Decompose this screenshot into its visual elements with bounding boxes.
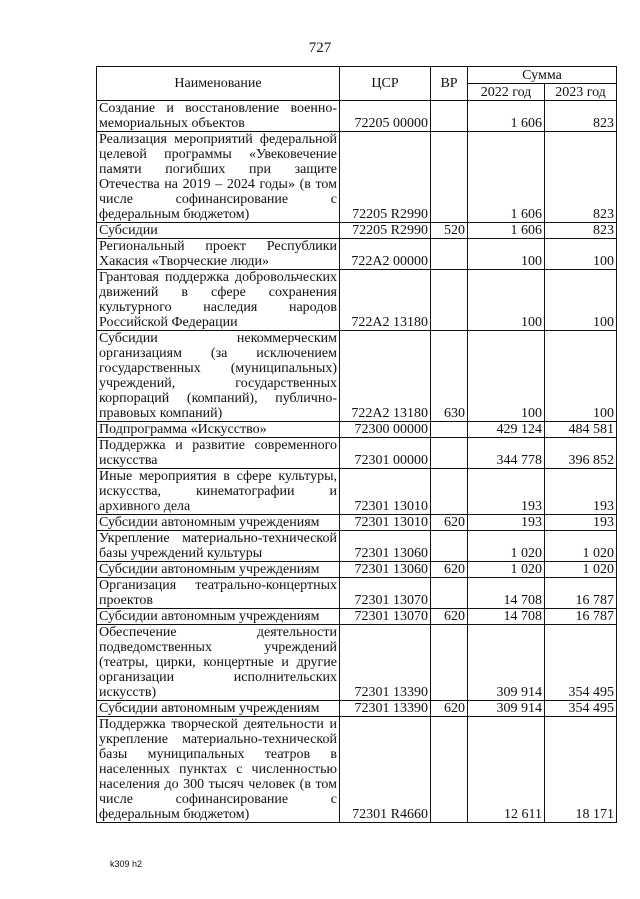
- row-name: Реализация мероприятий федеральной целевой программы «Увековечение памяти погибших при защите Отечества на 2019 – 2024 годы» (в том числе софинансирование с федеральным бюджетом): [97, 132, 340, 223]
- row-name: Региональный проект Республики Хакасия «Творческие люди»: [97, 239, 340, 270]
- row-csr: 72205 R2990: [340, 223, 431, 239]
- row-name: Субсидии автономным учреждениям: [97, 609, 340, 625]
- row-name: Иные мероприятия в сфере культуры, искусства, кинематографии и архивного дела: [97, 469, 340, 515]
- row-amount-2022: 193: [468, 469, 545, 515]
- header-sum: Сумма: [468, 67, 617, 84]
- table-row: [97, 531, 617, 562]
- row-vr: 620: [431, 701, 468, 717]
- row-amount-2023: 193: [545, 515, 617, 531]
- row-csr: 722A2 00000: [340, 239, 431, 270]
- row-amount-2022: 12 611: [468, 717, 545, 823]
- row-vr: [431, 270, 468, 331]
- table-row: [97, 562, 617, 578]
- table-row: [97, 515, 617, 531]
- row-vr: [431, 717, 468, 823]
- row-amount-2022: 14 708: [468, 578, 545, 609]
- row-name: Субсидии автономным учреждениям: [97, 515, 340, 531]
- row-amount-2023: 100: [545, 331, 617, 422]
- row-csr: 72301 13060: [340, 531, 431, 562]
- row-vr: [431, 422, 468, 438]
- row-csr: 72301 13010: [340, 469, 431, 515]
- row-amount-2023: 100: [545, 239, 617, 270]
- table-row: [97, 422, 617, 438]
- row-vr: [431, 438, 468, 469]
- row-vr: 520: [431, 223, 468, 239]
- row-amount-2022: 1 020: [468, 531, 545, 562]
- row-amount-2023: 18 171: [545, 717, 617, 823]
- table-row: [97, 701, 617, 717]
- row-name: Поддержка и развитие современного искусства: [97, 438, 340, 469]
- row-amount-2022: 14 708: [468, 609, 545, 625]
- row-amount-2023: 484 581: [545, 422, 617, 438]
- row-amount-2022: 193: [468, 515, 545, 531]
- header-year-2022: 2022 год: [468, 84, 545, 101]
- row-csr: 72301 13390: [340, 625, 431, 701]
- table-row: [97, 625, 617, 701]
- table-row: [97, 132, 617, 223]
- row-vr: 620: [431, 515, 468, 531]
- row-name: Субсидии некоммерческим организациям (за исключением государственных (муниципальных) учреждений, государственных корпораций (компаний), публично-правовых компаний): [97, 331, 340, 422]
- row-csr: 72301 R4660: [340, 717, 431, 823]
- row-amount-2023: 823: [545, 223, 617, 239]
- row-amount-2023: 354 495: [545, 625, 617, 701]
- row-vr: 620: [431, 562, 468, 578]
- row-vr: 620: [431, 609, 468, 625]
- row-name: Укрепление материально-технической базы учреждений культуры: [97, 531, 340, 562]
- row-vr: [431, 132, 468, 223]
- row-amount-2023: 100: [545, 270, 617, 331]
- row-amount-2022: 344 778: [468, 438, 545, 469]
- table-row: [97, 239, 617, 270]
- row-amount-2022: 100: [468, 331, 545, 422]
- row-amount-2023: 1 020: [545, 562, 617, 578]
- row-amount-2023: 396 852: [545, 438, 617, 469]
- table-row: [97, 331, 617, 422]
- row-csr: 72205 R2990: [340, 132, 431, 223]
- table-row: [97, 578, 617, 609]
- table-row: [97, 101, 617, 132]
- header-year-2023: 2023 год: [545, 84, 617, 101]
- table-row: [97, 438, 617, 469]
- table-row: [97, 223, 617, 239]
- row-vr: [431, 625, 468, 701]
- row-amount-2022: 1 606: [468, 101, 545, 132]
- row-csr: 722A2 13180: [340, 270, 431, 331]
- table-row: [97, 270, 617, 331]
- header-vr: ВР: [431, 67, 468, 101]
- row-name: Организация театрально-концертных проектов: [97, 578, 340, 609]
- row-name: Поддержка творческой деятельности и укрепление материально-технической базы муниципальных театров в населенных пунктах с численностью населения до 300 тысяч человек (в том числе софинансирование с федеральным бюджетом): [97, 717, 340, 823]
- row-vr: [431, 101, 468, 132]
- row-amount-2023: 16 787: [545, 578, 617, 609]
- table-body: [97, 101, 617, 823]
- row-vr: [431, 578, 468, 609]
- row-amount-2023: 354 495: [545, 701, 617, 717]
- footer-code: k309 h2: [110, 859, 143, 869]
- row-amount-2022: 1 606: [468, 132, 545, 223]
- row-amount-2022: 100: [468, 239, 545, 270]
- row-amount-2023: 193: [545, 469, 617, 515]
- row-amount-2023: 1 020: [545, 531, 617, 562]
- row-amount-2023: 823: [545, 132, 617, 223]
- table-row: [97, 469, 617, 515]
- row-amount-2022: 1 020: [468, 562, 545, 578]
- row-csr: 72301 13060: [340, 562, 431, 578]
- row-csr: 72301 00000: [340, 438, 431, 469]
- row-name: Подпрограмма «Искусство»: [97, 422, 340, 438]
- row-amount-2023: 823: [545, 101, 617, 132]
- row-amount-2022: 429 124: [468, 422, 545, 438]
- row-vr: [431, 239, 468, 270]
- page-number: 727: [308, 40, 332, 56]
- table-row: [97, 717, 617, 823]
- row-csr: 72300 00000: [340, 422, 431, 438]
- row-name: Субсидии: [97, 223, 340, 239]
- row-csr: 72301 13010: [340, 515, 431, 531]
- row-name: Создание и восстановление военно-мемориальных объектов: [97, 101, 340, 132]
- row-vr: [431, 531, 468, 562]
- table-row: [97, 609, 617, 625]
- budget-table: [96, 66, 617, 823]
- row-name: Грантовая поддержка добровольческих движений в сфере сохранения культурного наследия народов Российской Федерации: [97, 270, 340, 331]
- row-amount-2022: 100: [468, 270, 545, 331]
- row-amount-2023: 16 787: [545, 609, 617, 625]
- header-name: Наименование: [97, 67, 340, 101]
- row-amount-2022: 309 914: [468, 701, 545, 717]
- row-name: Субсидии автономным учреждениям: [97, 562, 340, 578]
- row-amount-2022: 309 914: [468, 625, 545, 701]
- row-csr: 72301 13390: [340, 701, 431, 717]
- row-name: Субсидии автономным учреждениям: [97, 701, 340, 717]
- row-name: Обеспечение деятельности подведомственных учреждений (театры, цирки, концертные и другие организации исполнительских искусств): [97, 625, 340, 701]
- row-vr: 630: [431, 331, 468, 422]
- row-csr: 72301 13070: [340, 609, 431, 625]
- row-csr: 72301 13070: [340, 578, 431, 609]
- header-csr: ЦСР: [340, 67, 431, 101]
- row-vr: [431, 469, 468, 515]
- row-csr: 72205 00000: [340, 101, 431, 132]
- row-amount-2022: 1 606: [468, 223, 545, 239]
- row-csr: 722A2 13180: [340, 331, 431, 422]
